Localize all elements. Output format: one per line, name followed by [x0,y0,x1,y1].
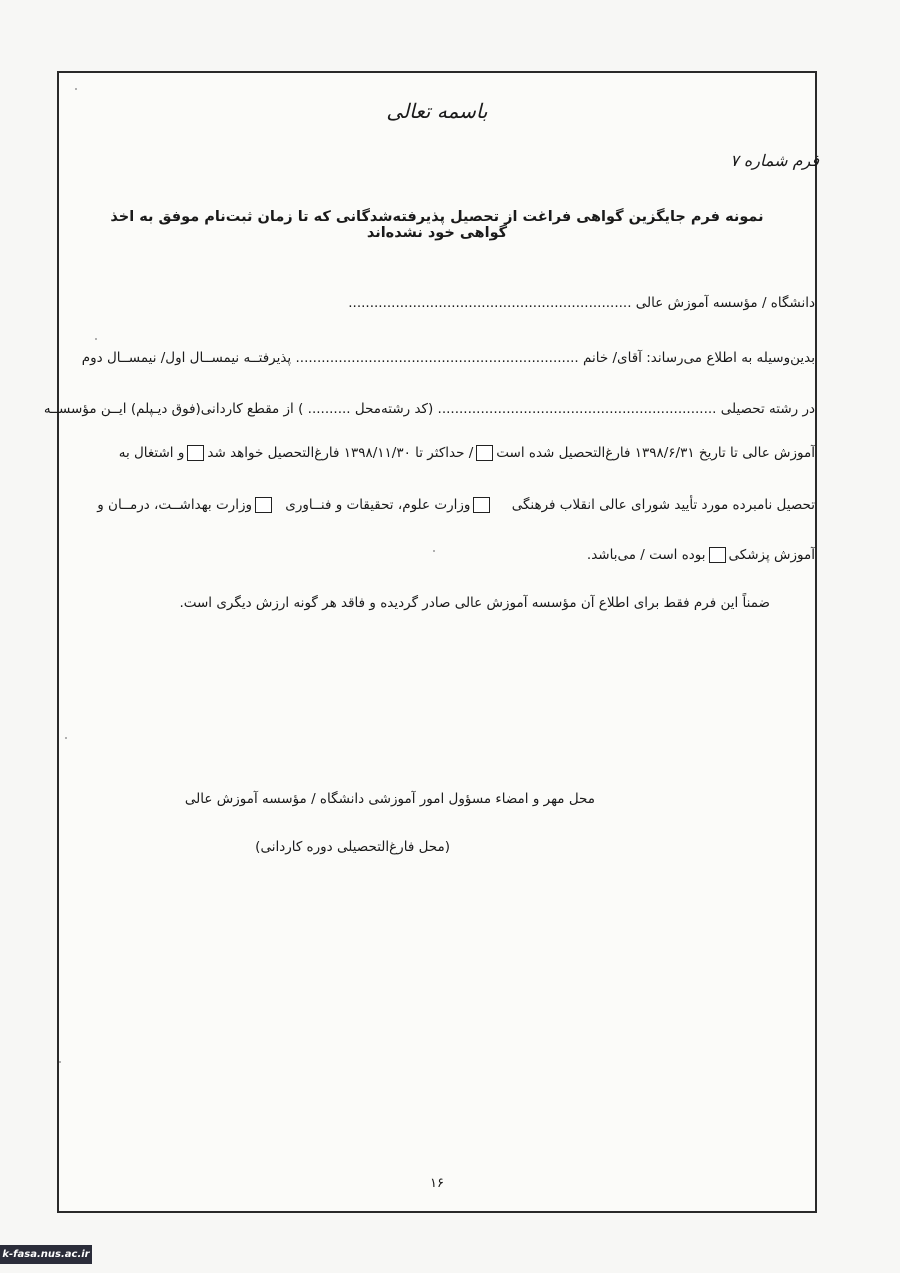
health-ministry-checkbox[interactable] [709,547,726,563]
form-title: نمونه فرم جایگزین گواهی فراغت از تحصیل پذیرفته‌شدگانی که تا زمان ثبت‌نام موفق به اخذ گواهی خود نشده‌اند [110,209,764,241]
will-graduate-text: / حداکثر تا ۱۳۹۸/۱۱/۳۰ فارغ‌التحصیل خواهد شد [207,445,474,461]
disclaimer-note: ضمناً این فرم فقط برای اطلاع آن مؤسسه آموزش عالی صادر گردیده و فاقد هر گونه ارزش دیگری است. [179,595,770,611]
medical-education-text: آموزش پزشکی [728,547,815,563]
university-line: دانشگاه / مؤسسه آموزش عالی .................................................................. [348,295,815,311]
council-text: تحصیل نامبرده مورد تأیید شورای عالی انقلاب فرهنگی [511,497,815,513]
graduated-checkbox[interactable] [476,445,493,461]
signature-place: محل مهر و امضاء مسؤول امور آموزشی دانشگاه / مؤسسه آموزش عالی [184,791,595,807]
will-graduate-checkbox[interactable] [187,445,204,461]
approval-line [79,497,815,513]
council-checkbox[interactable] [473,497,490,513]
science-ministry-text: وزارت علوم، تحقیقات و فنــاوری [285,497,471,513]
bismillah-heading: باسمه تعالی [386,99,488,123]
science-ministry-checkbox[interactable] [255,497,272,513]
status-text: بوده است / می‌باشد. [586,547,706,563]
site-badge[interactable]: k-fasa.nus.ac.ir [0,1245,92,1264]
major-line: در رشته تحصیلی ................................................................. (کد رشته‌محل .......... ) از مقطع کاردانی(فوق دیـپلم) ایــن مؤسســه [43,401,815,417]
graduated-text: آموزش عالی تا تاریخ ۱۳۹۸/۶/۳۱ فارغ‌التحصیل شده است [496,445,815,461]
scan-speck [95,338,97,340]
page-number: ۱۶ [430,1176,444,1191]
health-ministry-text: وزارت بهداشــت، درمــان و [97,497,252,513]
form-frame [43,71,819,1213]
scan-speck [433,550,435,552]
notice-line: بدین‌وسیله به اطلاع می‌رساند: آقای/ خانم .................................................................. پذیرفتــه نیمســال اول/ نیمســال دوم [81,350,815,366]
graduation-line [79,445,815,461]
medical-line [59,547,815,563]
scan-speck [65,737,67,739]
continuation-text: و اشتغال به [118,445,185,461]
form-number: فرم شماره ۷ [730,151,819,170]
scan-speck [59,1061,61,1063]
graduation-place: (محل فارغ‌التحصیلی دوره کاردانی) [255,839,450,855]
scan-speck [75,88,77,90]
